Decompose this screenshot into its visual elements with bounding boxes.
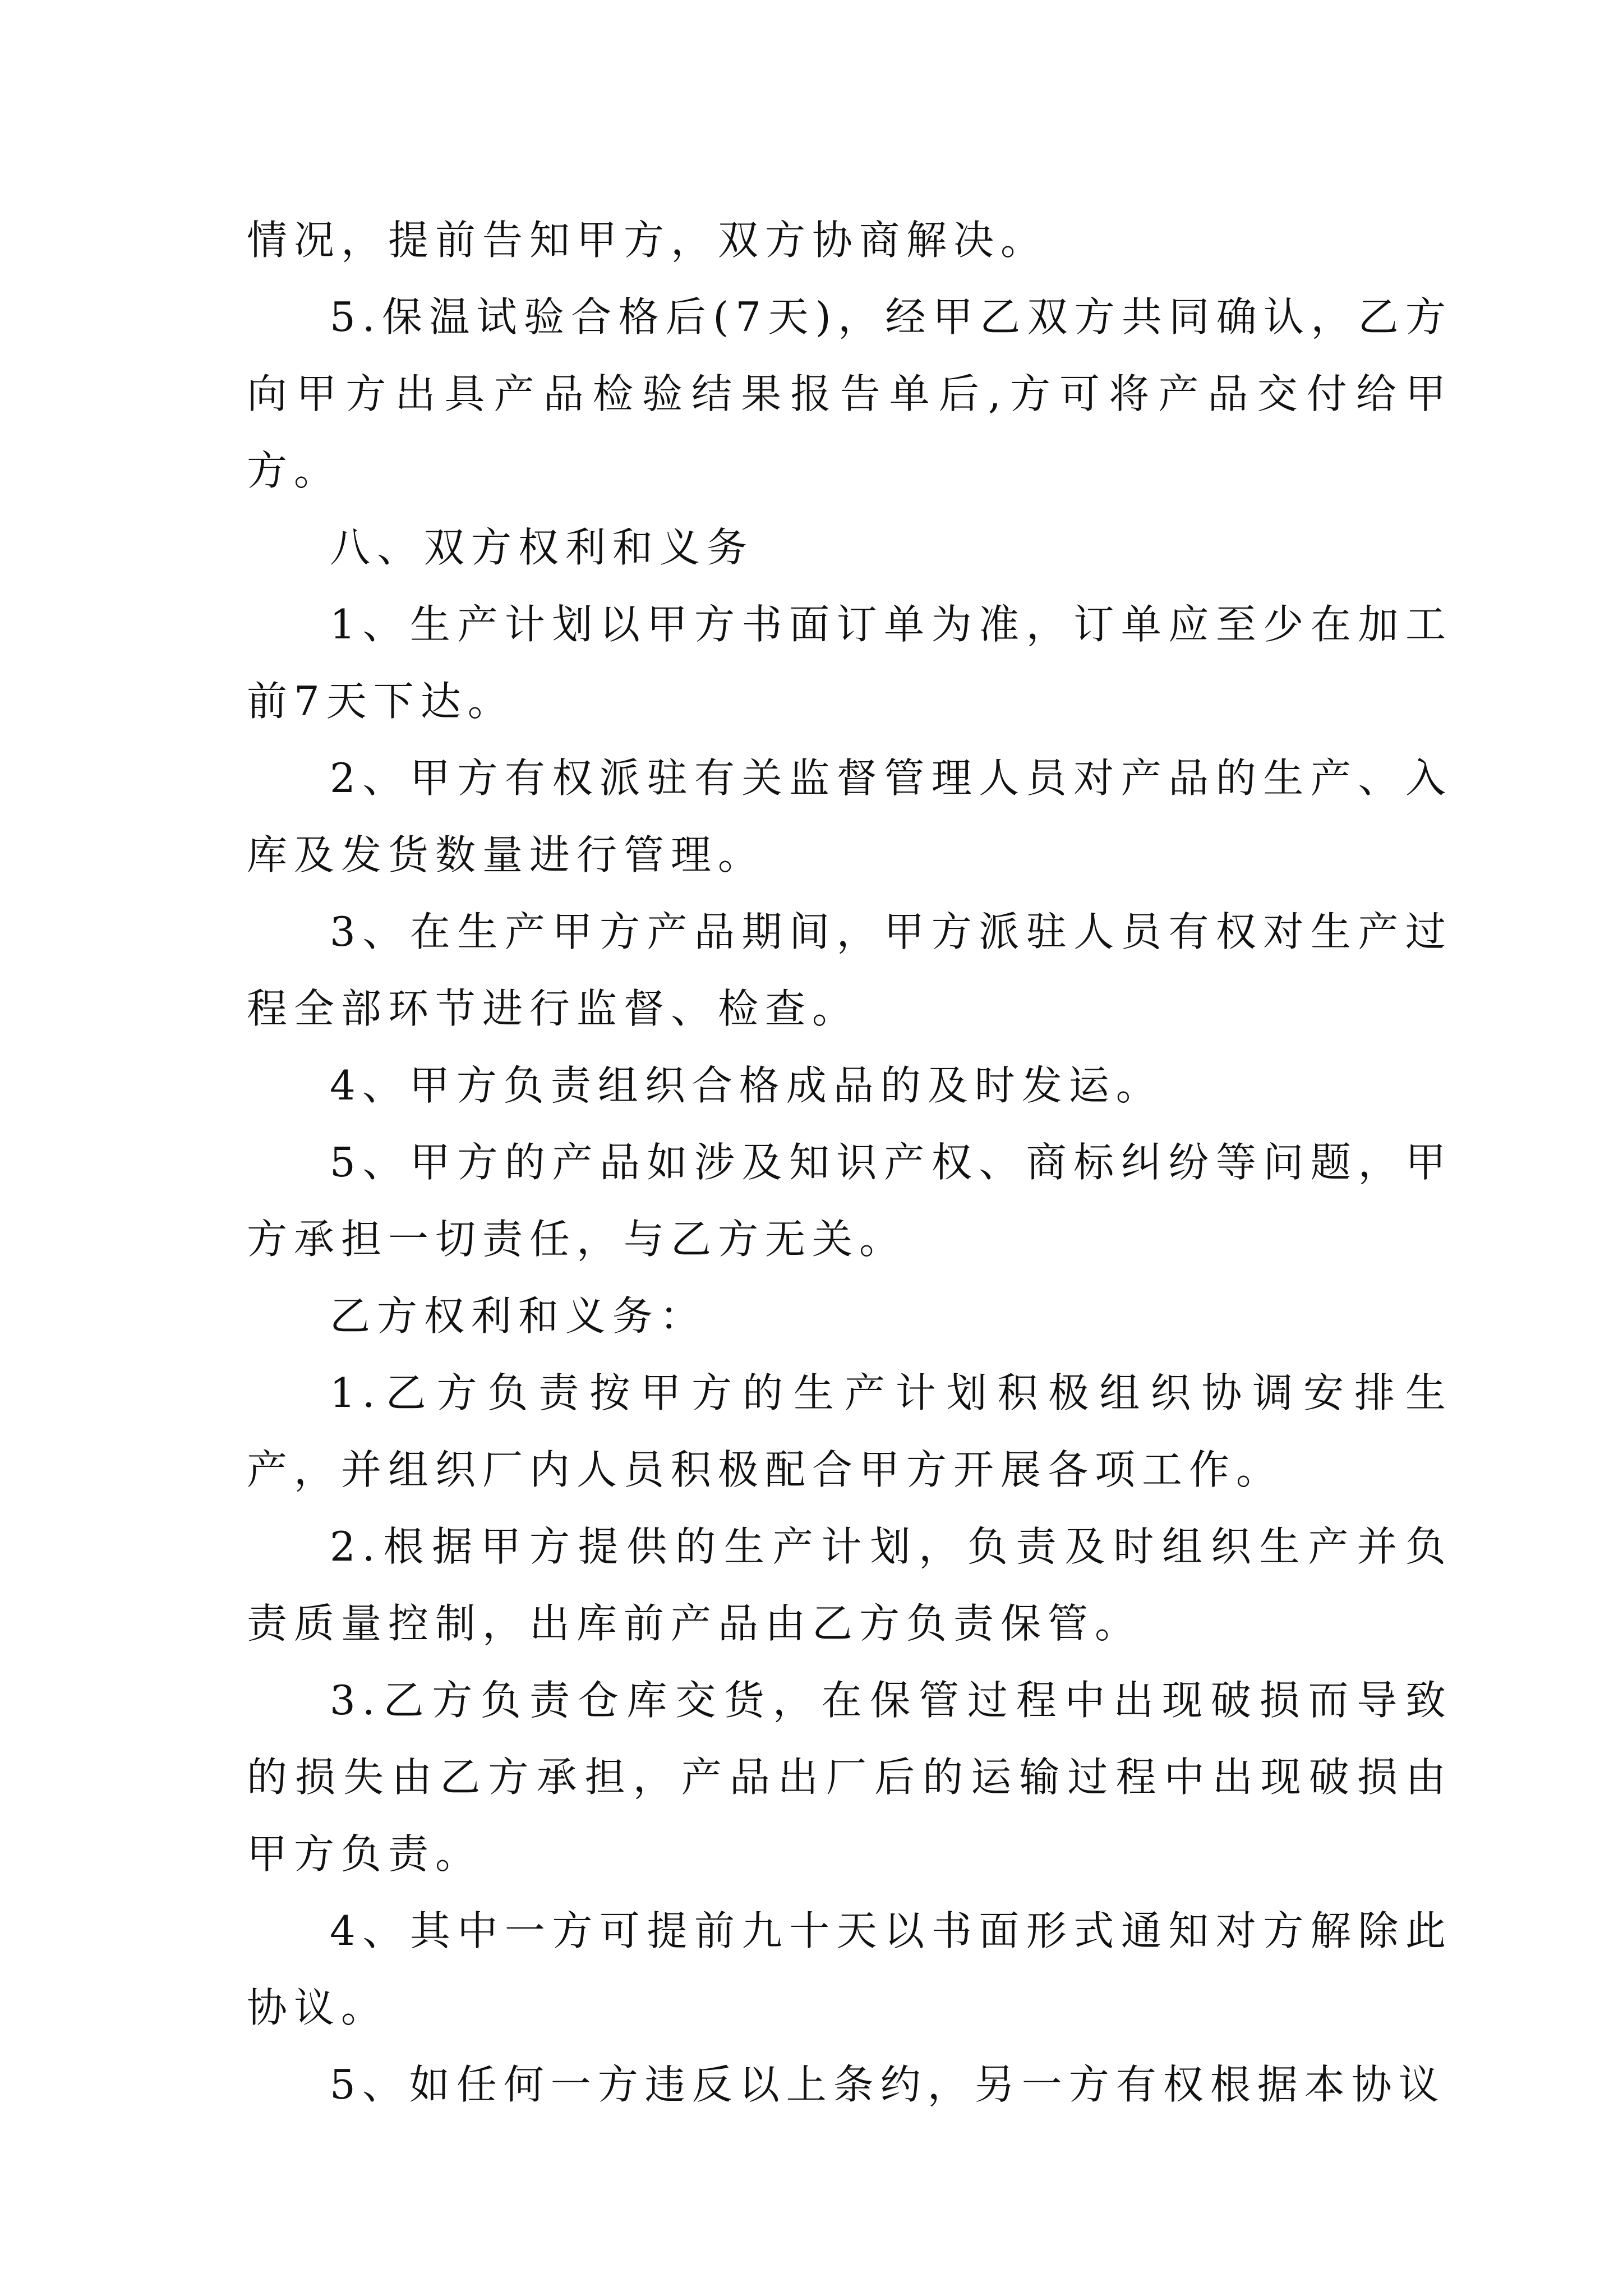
party-b-item-4: 4、其中一方可提前九十天以书面形式通知对方解除此协议。	[247, 1907, 1453, 2031]
party-b-item-3: 3.乙方负责仓库交货，在保管过程中出现破损而导致的损失由乙方承担，产品出厂后的运输过程中出现破损由甲方负责。	[247, 1677, 1453, 1878]
party-a-item-4: 4、甲方负责组织合格成品的及时发运。	[330, 1062, 1163, 1109]
paragraph-insulation-test: 5.保温试验合格后(7天)，经甲乙双方共同确认，乙方向甲方出具产品检验结果报告单后,方可将产品交付给甲方。	[247, 293, 1453, 494]
paragraph-continuation: 情况，提前告知甲方，双方协商解决。	[247, 217, 1048, 264]
section-heading-rights-obligations: 八、双方权利和义务	[330, 524, 754, 571]
party-a-item-1: 1、生产计划以甲方书面订单为准，订单应至少在加工前7天下达。	[247, 601, 1453, 725]
party-b-heading: 乙方权利和义务：	[330, 1292, 707, 1340]
party-b-item-2: 2.根据甲方提供的生产计划，负责及时组织生产并负责质量控制，出库前产品由乙方负责保管。	[247, 1523, 1453, 1647]
document-body	[247, 202, 1453, 2123]
party-b-item-5: 5、如任何一方违反以上条约，另一方有权根据本协议	[330, 2061, 1446, 2108]
party-a-item-3: 3、在生产甲方产品期间，甲方派驻人员有权对生产过程全部环节进行监督、检查。	[247, 908, 1453, 1032]
party-b-item-1: 1.乙方负责按甲方的生产计划积极组织协调安排生产，并组织厂内人员积极配合甲方开展各项工作。	[247, 1369, 1453, 1493]
party-a-item-5: 5、甲方的产品如涉及知识产权、商标纠纷等问题，甲方承担一切责任，与乙方无关。	[247, 1139, 1453, 1263]
party-a-item-2: 2、甲方有权派驻有关监督管理人员对产品的生产、入库及发货数量进行管理。	[247, 754, 1453, 878]
